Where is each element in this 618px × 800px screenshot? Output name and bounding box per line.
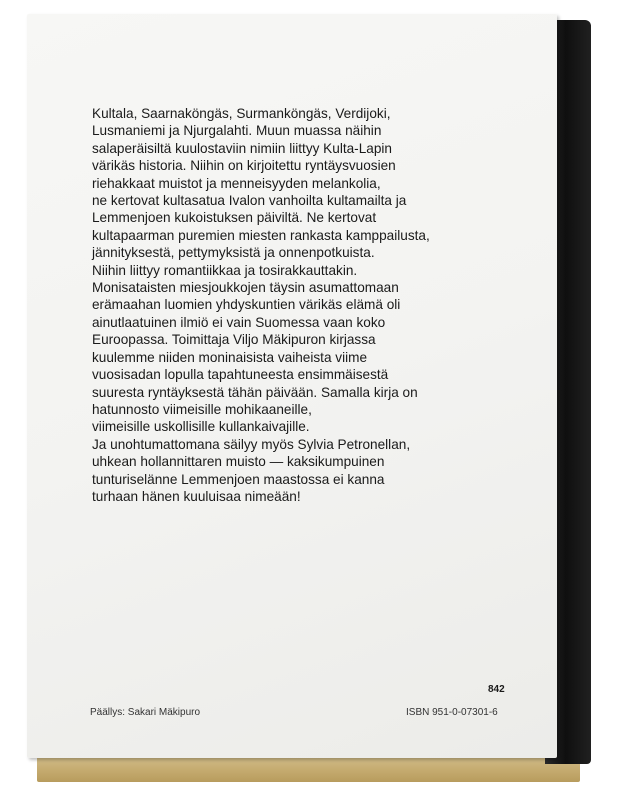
isbn: ISBN 951-0-07301-6 (406, 707, 498, 718)
blurb-line: tunturiselänne Lemmenjoen maastossa ei kanna (92, 471, 385, 487)
blurb-line: hatunnosto viimeisille mohikaaneille, (92, 401, 312, 417)
blurb-line: kultapaarman puremien miesten rankasta kamppailusta, (92, 227, 430, 243)
blurb-line: värikäs historia. Niihin on kirjoitettu ryntäysvuosien (92, 158, 396, 174)
cover-credit: Päällys: Sakari Mäkipuro (90, 707, 201, 718)
blurb-line: Euroopassa. Toimittaja Viljo Mäkipuron kirjassa (92, 332, 376, 348)
blurb-line: turhaan hänen kuuluisaa nimeään! (92, 488, 301, 504)
catalog-number: 842 (488, 684, 505, 695)
blurb-line: riehakkaat muistot ja menneisyyden melankolia, (92, 175, 381, 191)
blurb-line: uhkean hollannittaren muisto — kaksikumpuinen (92, 454, 385, 470)
blurb-line: suuresta ryntäyksestä tähän päivään. Samalla kirja on (92, 384, 418, 400)
blurb-line: Lusmaniemi ja Njurgalahti. Muun muassa näihin (92, 123, 382, 139)
blurb-line: Ja unohtumattomana säilyy myös Sylvia Petronellan, (92, 436, 411, 452)
blurb-text (92, 105, 532, 505)
blurb-line: Lemmenjoen kukoistuksen päiviltä. Ne kertovat (92, 210, 377, 226)
blurb-line: Niihin liittyy romantiikkaa ja tosirakkauttakin. (92, 262, 358, 278)
blurb-line: jännityksestä, pettymyksistä ja onnenpotkuista. (92, 245, 375, 261)
blurb-line: kuulemme niiden moninaisista vaiheista viime (92, 349, 368, 365)
blurb-line: viimeisille uskollisille kullankaivajille. (92, 419, 310, 435)
blurb-line: vuosisadan lopulla tapahtuneesta ensimmäisestä (92, 367, 389, 383)
blurb-line: salaperäisiltä kuulostaviin nimiin liittyy Kulta-Lapin (92, 140, 392, 156)
blurb-line: ne kertovat kultasatua Ivalon vanhoilta kultamailta ja (92, 193, 407, 209)
blurb-line: erämaahan luomien yhdyskuntien värikäs elämä oli (92, 297, 401, 313)
blurb-line: ainutlaatuinen ilmiö ei vain Suomessa vaan koko (92, 314, 386, 330)
blurb-line: Kultala, Saarnaköngäs, Surmanköngäs, Verdijoki, (92, 106, 391, 121)
blurb-line: Monisataisten miesjoukkojen täysin asumattomaan (92, 280, 399, 296)
